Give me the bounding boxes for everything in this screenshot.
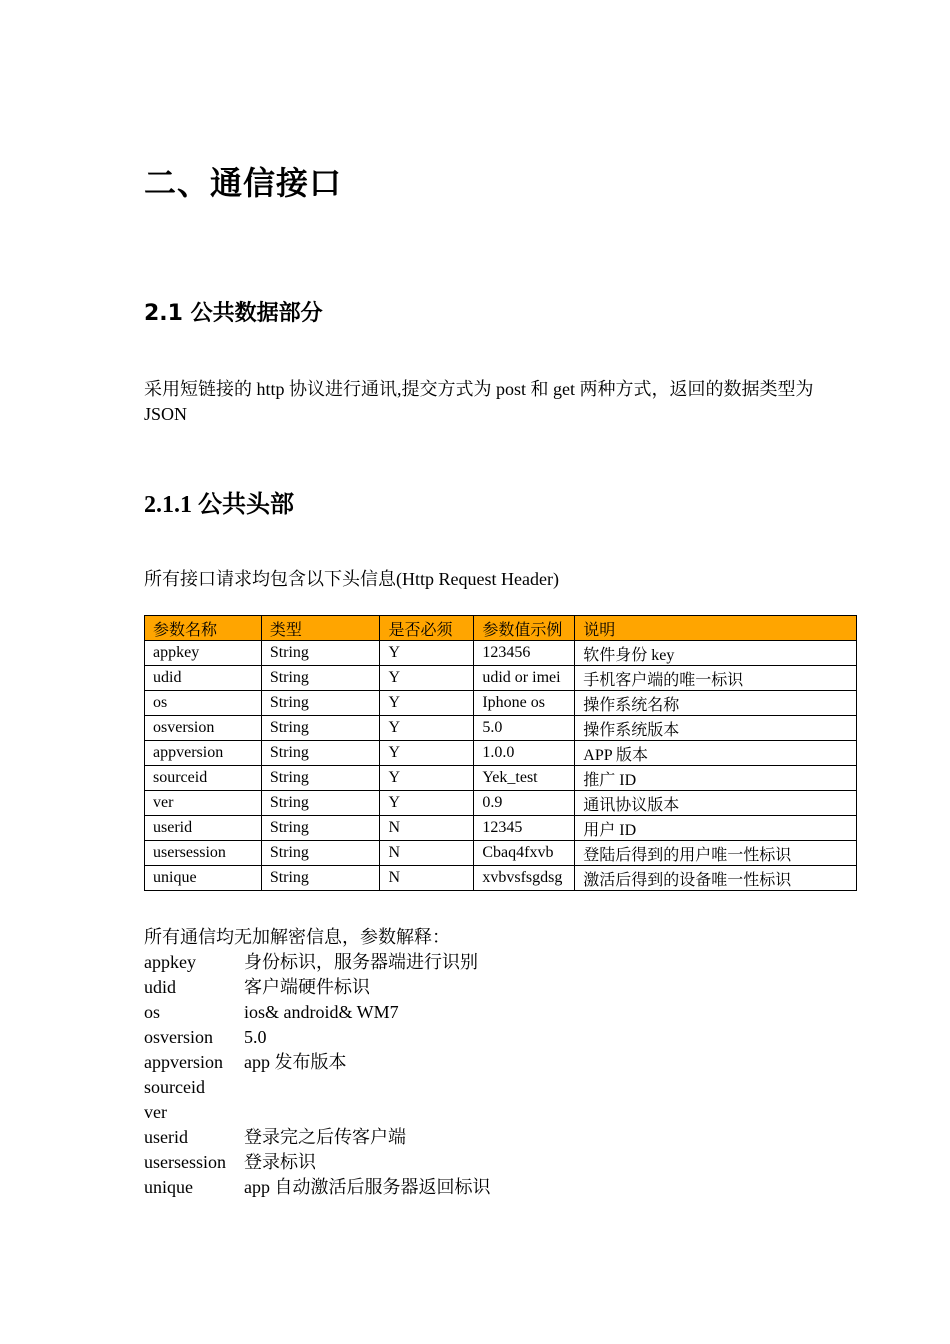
table-row [145, 841, 857, 866]
list-item [144, 1150, 491, 1175]
param-description: ios& android& WM7 [244, 1002, 399, 1022]
table-cell: 5.0 [474, 716, 575, 741]
param-name: appversion [144, 1052, 223, 1072]
table-cell: Cbaq4fxvb [474, 841, 575, 866]
list-item [144, 1025, 491, 1050]
list-item [144, 1000, 491, 1025]
table-row [145, 741, 857, 766]
table-cell: appkey [145, 641, 262, 666]
header-intro-text: 所有接口请求均包含以下头信息(Http Request Header) [144, 569, 559, 589]
table-cell: 激活后得到的设备唯一性标识 [575, 866, 857, 891]
table-row [145, 791, 857, 816]
table-cell: appversion [145, 741, 262, 766]
list-item [144, 1075, 491, 1100]
table-cell: unique [145, 866, 262, 891]
param-name: unique [144, 1177, 193, 1197]
table-row [145, 641, 857, 666]
list-item [144, 1175, 491, 1200]
table-cell: ver [145, 791, 262, 816]
table-cell: xvbvsfsgdsg [474, 866, 575, 891]
table-cell: Y [380, 641, 474, 666]
table-cell: osversion [145, 716, 262, 741]
table-header-row [145, 616, 857, 641]
param-description: app 发布版本 [244, 1052, 347, 1072]
table-cell: 推广 ID [575, 766, 857, 791]
table-cell: N [380, 816, 474, 841]
table-cell: 软件身份 key [575, 641, 857, 666]
param-name: udid [144, 977, 177, 997]
heading-level3: 2.1.1 公共头部 [144, 492, 294, 518]
table-cell: 0.9 [474, 791, 575, 816]
table-cell: 登陆后得到的用户唯一性标识 [575, 841, 857, 866]
table-body [145, 641, 857, 891]
table-cell: String [261, 666, 380, 691]
param-name: usersession [144, 1152, 226, 1172]
protocol-paragraph: 采用短链接的 http 协议进行通讯,提交方式为 post 和 get 两种方式，返回的数据类型为 JSON [144, 379, 814, 424]
table-row [145, 666, 857, 691]
column-header: 是否必须 [380, 616, 474, 641]
table-cell: 123456 [474, 641, 575, 666]
table-cell: os [145, 691, 262, 716]
list-item [144, 1125, 491, 1150]
table-cell: Yek_test [474, 766, 575, 791]
column-header: 参数名称 [145, 616, 262, 641]
param-description: 5.0 [244, 1027, 267, 1047]
table-cell: sourceid [145, 766, 262, 791]
table-cell: 操作系统名称 [575, 691, 857, 716]
param-description: app 自动激活后服务器返回标识 [244, 1177, 491, 1197]
param-name: ver [144, 1102, 167, 1122]
param-name: userid [144, 1127, 188, 1147]
table-cell: APP 版本 [575, 741, 857, 766]
param-name: os [144, 1002, 161, 1022]
table-cell: Y [380, 791, 474, 816]
table-row [145, 691, 857, 716]
list-item [144, 1100, 491, 1125]
table-cell: 操作系统版本 [575, 716, 857, 741]
table-cell: String [261, 691, 380, 716]
table-cell: udid [145, 666, 262, 691]
table-cell: userid [145, 816, 262, 841]
param-description: 身份标识，服务器端进行识别 [244, 952, 478, 972]
column-header: 类型 [261, 616, 380, 641]
heading-level1: 二、通信接口 [144, 164, 343, 202]
param-name: sourceid [144, 1077, 205, 1097]
table-cell: 通讯协议版本 [575, 791, 857, 816]
table-cell: N [380, 841, 474, 866]
table-cell: String [261, 866, 380, 891]
table-cell: 手机客户端的唯一标识 [575, 666, 857, 691]
table-cell: String [261, 741, 380, 766]
table-cell: Y [380, 666, 474, 691]
column-header: 参数值示例 [474, 616, 575, 641]
list-item [144, 1050, 491, 1075]
table-row [145, 866, 857, 891]
param-name: osversion [144, 1027, 213, 1047]
table-cell: Y [380, 766, 474, 791]
header-params-table [144, 615, 857, 891]
table-cell: String [261, 766, 380, 791]
table-cell: String [261, 641, 380, 666]
table-cell: 12345 [474, 816, 575, 841]
table-cell: N [380, 866, 474, 891]
table-row [145, 716, 857, 741]
param-explanation-list [144, 950, 491, 1200]
column-header: 说明 [575, 616, 857, 641]
table-row [145, 816, 857, 841]
table-cell: Iphone os [474, 691, 575, 716]
param-description: 登录完之后传客户端 [244, 1127, 406, 1147]
param-description: 客户端硬件标识 [244, 977, 370, 997]
table-cell: Y [380, 691, 474, 716]
table-cell: usersession [145, 841, 262, 866]
param-name: appkey [144, 952, 196, 972]
table-cell: String [261, 816, 380, 841]
list-item [144, 950, 491, 975]
table-cell: Y [380, 741, 474, 766]
param-description: 登录标识 [244, 1152, 316, 1172]
table-cell: String [261, 791, 380, 816]
table-cell: String [261, 716, 380, 741]
table-cell: 用户 ID [575, 816, 857, 841]
table-row [145, 766, 857, 791]
heading-level2: 2.1 公共数据部分 [144, 301, 323, 326]
table-cell: udid or imei [474, 666, 575, 691]
table-cell: 1.0.0 [474, 741, 575, 766]
list-item [144, 975, 491, 1000]
notes-title: 所有通信均无加解密信息，参数解释： [144, 927, 450, 947]
table-cell: Y [380, 716, 474, 741]
table-cell: String [261, 841, 380, 866]
